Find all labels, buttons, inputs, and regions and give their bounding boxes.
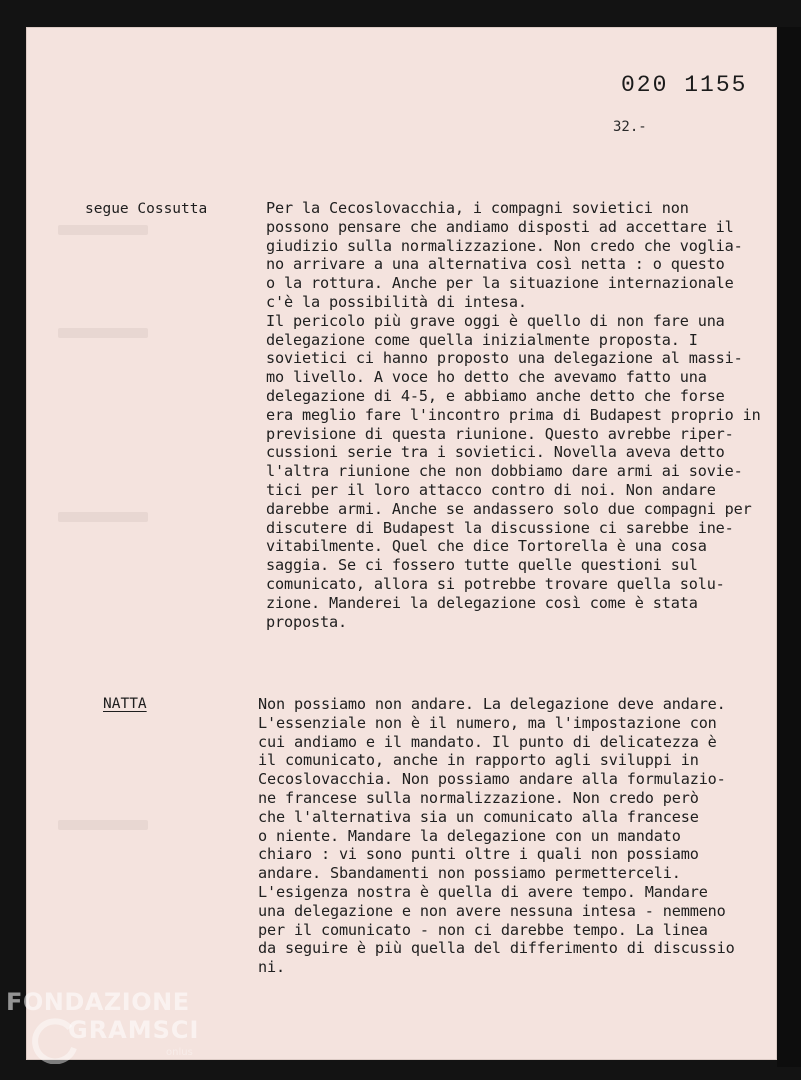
text-line: discutere di Budapest la discussione ci sarebbe ine- [266,518,734,537]
text-line: Cecoslovacchia. Non possiamo andare alla formulazio- [258,770,726,789]
text-line: per il comunicato - non ci darebbe tempo. La linea [258,920,708,939]
text-line: l'altra riunione che non dobbiamo dare armi ai sovie- [266,462,743,481]
archive-number-stamp: 020 1155 [621,72,748,98]
text-line: era meglio fare l'incontro prima di Budapest proprio in [266,405,761,424]
text-line: c'è la possibilità di intesa. [266,292,527,311]
speech-paragraph-cossutta [266,199,761,631]
text-line: possono pensare che andiamo disposti ad accettare il [266,217,734,236]
text-line: o la rottura. Anche per la situazione internazionale [266,274,734,293]
text-line: ni. [258,958,285,977]
text-line: andare. Sbandamenti non possiamo permetterceli. [258,864,681,883]
text-line: no arrivare a una alternativa così netta : o questo [266,255,725,274]
text-line: vitabilmente. Quel che dice Tortorella è una cosa [266,537,707,556]
text-line: giudizio sulla normalizzazione. Non credo che voglia- [266,236,743,255]
text-line: darebbe armi. Anche se andassero solo due compagni per [266,499,752,518]
text-line: delegazione di 4-5, e abbiamo anche detto che forse [266,386,725,405]
text-line: cui andiamo e il mandato. Il punto di delicatezza è [258,732,717,751]
fondazione-gramsci-watermark [6,990,199,1058]
bleed-through-mark [58,820,148,830]
text-line: ne francese sulla normalizzazione. Non credo però [258,788,699,807]
text-line: una delegazione e non avere nessuna intesa - nemmeno [258,901,726,920]
text-line: cussioni serie tra i sovietici. Novella aveva detto [266,443,725,462]
page-number: 32.- [613,119,647,135]
text-line: sovietici ci hanno proposto una delegazione al massi- [266,349,743,368]
speaker-label-cossutta: segue Cossutta [85,201,208,217]
text-line: zione. Manderei la delegazione così come è stata [266,593,698,612]
text-line: saggia. Se ci fossero tutte quelle questioni sul [266,556,698,575]
text-line: L'esigenza nostra è quella di avere tempo. Mandare [258,882,708,901]
page-edge-shadow [777,27,801,1067]
text-line: da seguire è più quella del differimento di discussio [258,939,735,958]
text-line: Per la Cecoslovacchia, i compagni sovietici non [266,199,689,217]
watermark-line-3: onlus [166,1047,193,1058]
text-line: o niente. Mandare la delegazione con un mandato [258,826,681,845]
text-line: Il pericolo più grave oggi è quello di non fare una [266,311,725,330]
text-line: comunicato, allora si potrebbe trovare quella solu- [266,574,725,593]
text-line: previsione di questa riunione. Questo avrebbe riper- [266,424,734,443]
watermark-line-2: GRAMSCI [68,1016,200,1044]
text-line: chiaro : vi sono punti oltre i quali non possiamo [258,845,699,864]
bleed-through-mark [58,328,148,338]
text-line: mo livello. A voce ho detto che avevamo fatto una [266,368,707,387]
text-line: proposta. [266,612,347,631]
speech-paragraph-natta [258,695,735,977]
bleed-through-mark [58,225,148,235]
text-line: tici per il loro attacco contro di noi. Non andare [266,480,716,499]
text-line: delegazione come quella inizialmente proposta. I [266,330,698,349]
text-line: Non possiamo non andare. La delegazione deve andare. [258,695,726,713]
speaker-label-natta: NATTA [103,696,147,712]
bleed-through-mark [58,512,148,522]
text-line: L'essenziale non è il numero, ma l'impostazione con [258,713,717,732]
text-line: che l'alternativa sia un comunicato alla francese [258,807,699,826]
text-line: il comunicato, anche in rapporto agli sviluppi in [258,751,699,770]
watermark-line-1: FONDAZIONE [6,988,190,1016]
